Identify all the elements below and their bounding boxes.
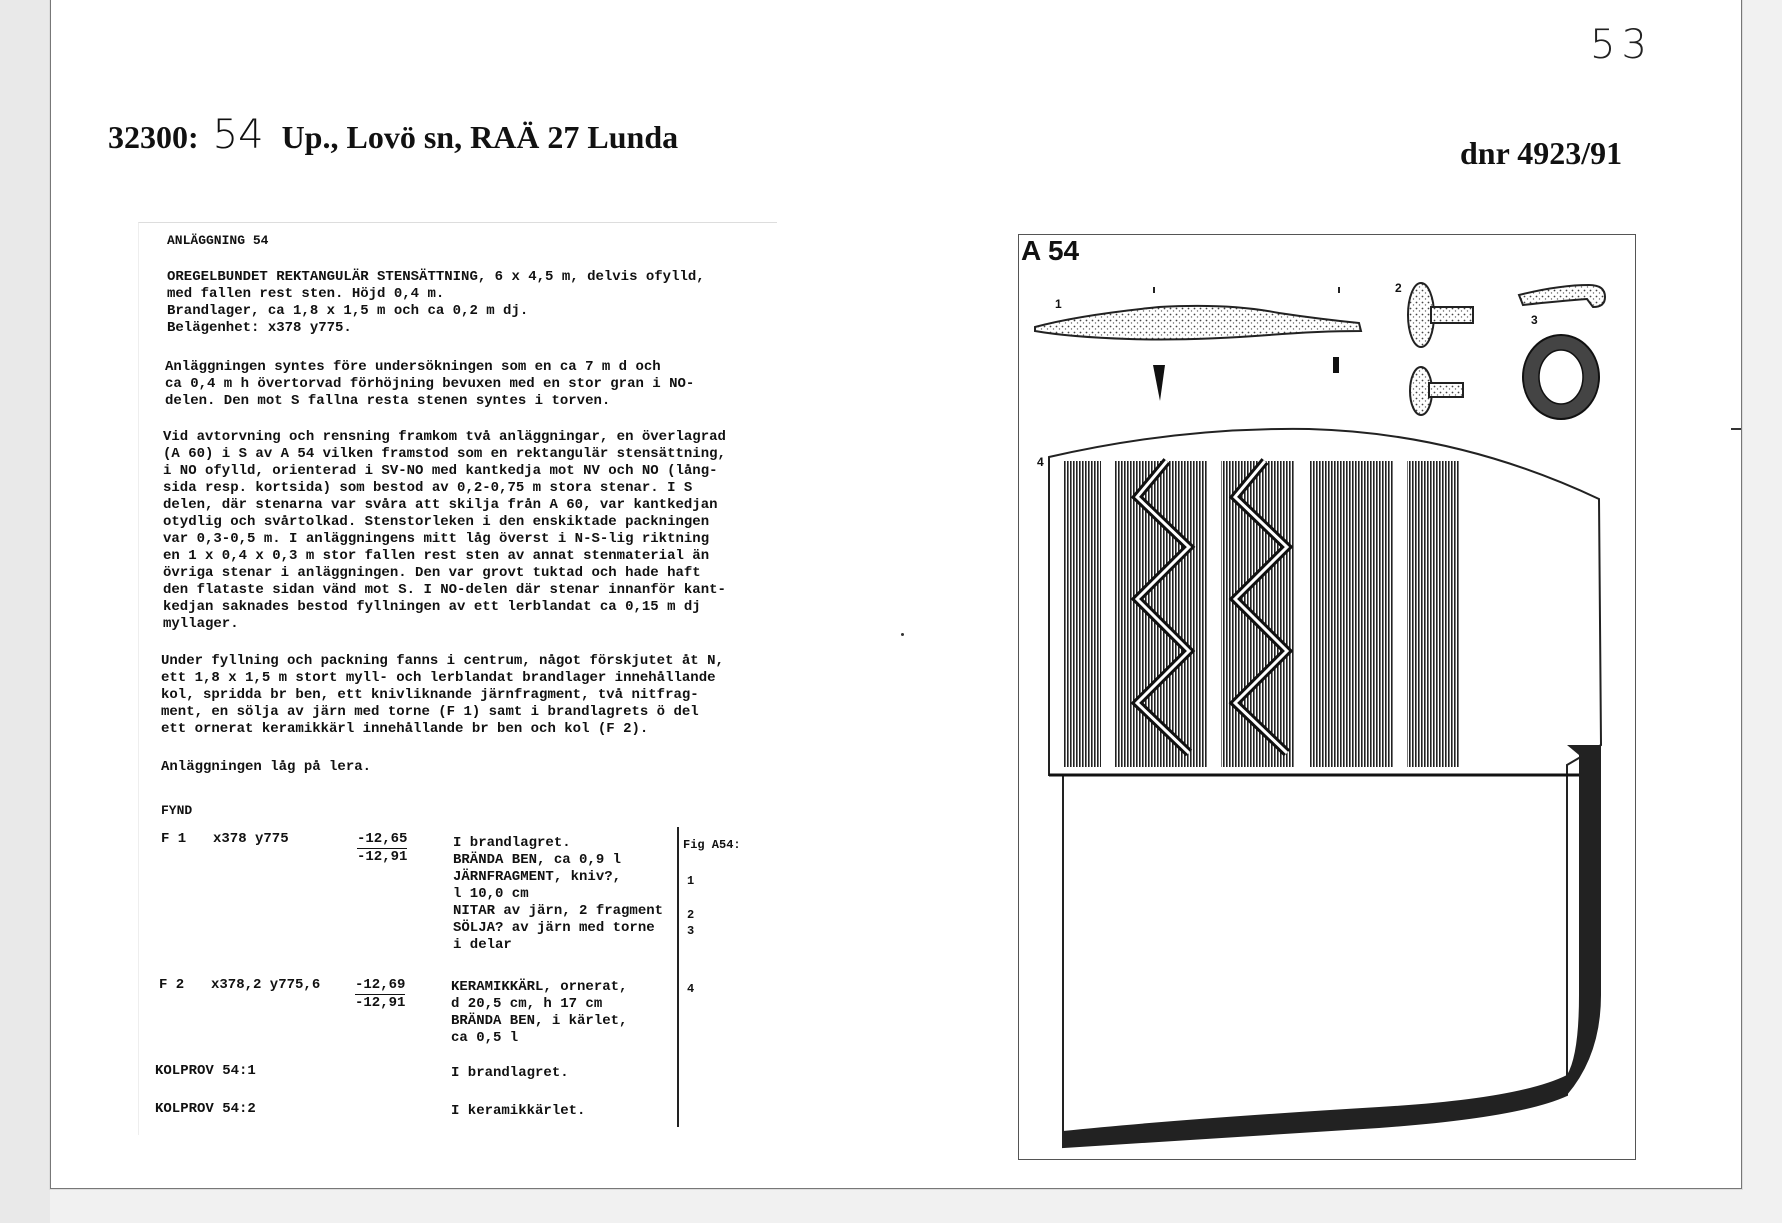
fig-ref: 2 — [687, 908, 695, 922]
find-line: SÖLJA? av järn med torne — [453, 920, 655, 936]
site-location: Up., Lovö sn, RAÄ 27 Lunda — [281, 119, 679, 155]
figure-title: A 54 — [1021, 235, 1080, 266]
fig-ref-label: Fig A54: — [683, 838, 741, 852]
find-id: F 1 — [161, 831, 187, 847]
summary-line: OREGELBUNDET REKTANGULÄR STENSÄTTNING, 6 x 4,5 m, delvis ofylld, — [167, 269, 705, 285]
catalog-header — [108, 112, 678, 158]
para2-line: Vid avtorvning och rensning framkom två anläggningar, en överlagrad — [163, 429, 726, 445]
find-level-bottom: -12,91 — [357, 849, 408, 865]
find-line: l 10,0 cm — [453, 886, 529, 902]
find-id: F 2 — [159, 977, 185, 993]
para2-line: sida resp. kortsida) som bestod av 0,2-0,75 m stora stenar. I S — [163, 480, 693, 496]
para3-line: kol, spridda br ben, ett knivliknande järnfragment, två nitfrag- — [161, 687, 699, 703]
summary-line: Brandlager, ca 1,8 x 1,5 m och ca 0,2 m dj. — [167, 303, 529, 319]
find-line: BRÄNDA BEN, i kärlet, — [451, 1013, 628, 1029]
finds-heading: FYND — [161, 803, 193, 818]
para3-line: ment, en sölja av järn med torne (F 1) samt i brandlagrets ö del — [161, 704, 699, 720]
fig-ref: 4 — [687, 982, 695, 996]
find-line: ca 0,5 l — [451, 1030, 519, 1046]
report-text-panel — [138, 222, 777, 1135]
handwritten-number: 54 — [212, 112, 264, 158]
find-level-top: -12,65 — [357, 831, 408, 847]
scan-speck — [901, 633, 904, 636]
para3-line: ett ornerat keramikkärl innehållande br ben och kol (F 2). — [161, 721, 649, 737]
para1-line: Anläggningen syntes före undersökningen som en ca 7 m d och — [165, 359, 661, 375]
find-line: BRÄNDA BEN, ca 0,9 l — [453, 852, 622, 868]
pot-drawing — [1049, 429, 1601, 1147]
catalog-number: 32300: — [108, 119, 199, 155]
fig-ref: 1 — [687, 874, 695, 888]
summary-line: Belägenhet: x378 y775. — [167, 320, 352, 336]
find-level-bottom: -12,91 — [355, 995, 406, 1011]
page-number: 53 — [1590, 22, 1653, 68]
item-label-1: 1 — [1055, 297, 1062, 311]
para1-line: delen. Den mot S fallna resta stenen syntes i torven. — [165, 393, 611, 409]
find-line: I brandlagret. — [453, 835, 571, 851]
find-line: i delar — [453, 937, 512, 953]
item-label-3: 3 — [1531, 313, 1538, 327]
para2-line: var 0,3-0,5 m. I anläggningens mitt låg överst i N-S-lig riktning — [163, 531, 710, 547]
knife-fragment-drawing — [1035, 287, 1361, 401]
para3-line: Under fyllning och packning fanns i centrum, något förskjutet åt N, — [161, 653, 724, 669]
para2-line: kedjan saknades bestod fyllningen av ett lerblandat ca 0,15 m dj — [163, 599, 701, 615]
find-line: JÄRNFRAGMENT, kniv?, — [453, 869, 622, 885]
para2-line: myllager. — [163, 616, 239, 632]
scan-speck — [1731, 428, 1741, 430]
para2-line: delen, där stenarna var svåra att skilja från A 60, var kantkedjan — [163, 497, 718, 513]
find-line: d 20,5 cm, h 17 cm — [451, 996, 603, 1012]
buckle-drawing — [1519, 285, 1605, 419]
diary-number: dnr 4923/91 — [1460, 135, 1623, 171]
para2-line: otydlig och svårtolkad. Stenstorleken i den enskiktade packningen — [163, 514, 710, 530]
para2-line: en 1 x 0,4 x 0,3 m stor fallen rest sten av annat stenmaterial än — [163, 548, 710, 564]
para2-line: i NO ofylld, orienterad i SV-NO med kantkedja mot NV och NO (lång- — [163, 463, 718, 479]
sample-id: KOLPROV 54:1 — [155, 1063, 256, 1079]
item-label-2: 2 — [1395, 281, 1402, 295]
para1-line: ca 0,4 m h övertorvad förhöjning bevuxen med en stor gran i NO- — [165, 376, 695, 392]
para2-line: (A 60) i S av A 54 vilken framstod som en rektangulär stensättning, — [163, 446, 726, 462]
sample-id: KOLPROV 54:2 — [155, 1101, 256, 1117]
scan-margin — [0, 0, 50, 1223]
para4: Anläggningen låg på lera. — [161, 759, 372, 775]
find-line: NITAR av järn, 2 fragment — [453, 903, 664, 919]
find-line: KERAMIKKÄRL, ornerat, — [451, 979, 628, 995]
item-label-4: 4 — [1037, 455, 1044, 469]
para2-line: den flataste sidan vänd mot S. I NO-delen där stenar innanför kant- — [163, 582, 726, 598]
sample-desc: I keramikkärlet. — [451, 1103, 586, 1119]
find-coords: x378,2 y775,6 — [211, 977, 321, 993]
artifact-drawings — [1019, 235, 1635, 1159]
figure-panel — [1018, 234, 1636, 1160]
summary-line: med fallen rest sten. Höjd 0,4 m. — [167, 286, 445, 302]
fig-ref: 3 — [687, 924, 695, 938]
para3-line: ett 1,8 x 1,5 m stort myll- och lerblandat brandlager innehållande — [161, 670, 716, 686]
rivet-drawings — [1408, 283, 1473, 415]
find-level-top: -12,69 — [355, 977, 406, 993]
para2-line: övriga stenar i anläggningen. Den var grovt tuktad och hade haft — [163, 565, 701, 581]
find-coords: x378 y775 — [213, 831, 289, 847]
finds-table-rule — [677, 827, 679, 1127]
report-title: ANLÄGGNING 54 — [167, 233, 269, 248]
sample-desc: I brandlagret. — [451, 1065, 569, 1081]
